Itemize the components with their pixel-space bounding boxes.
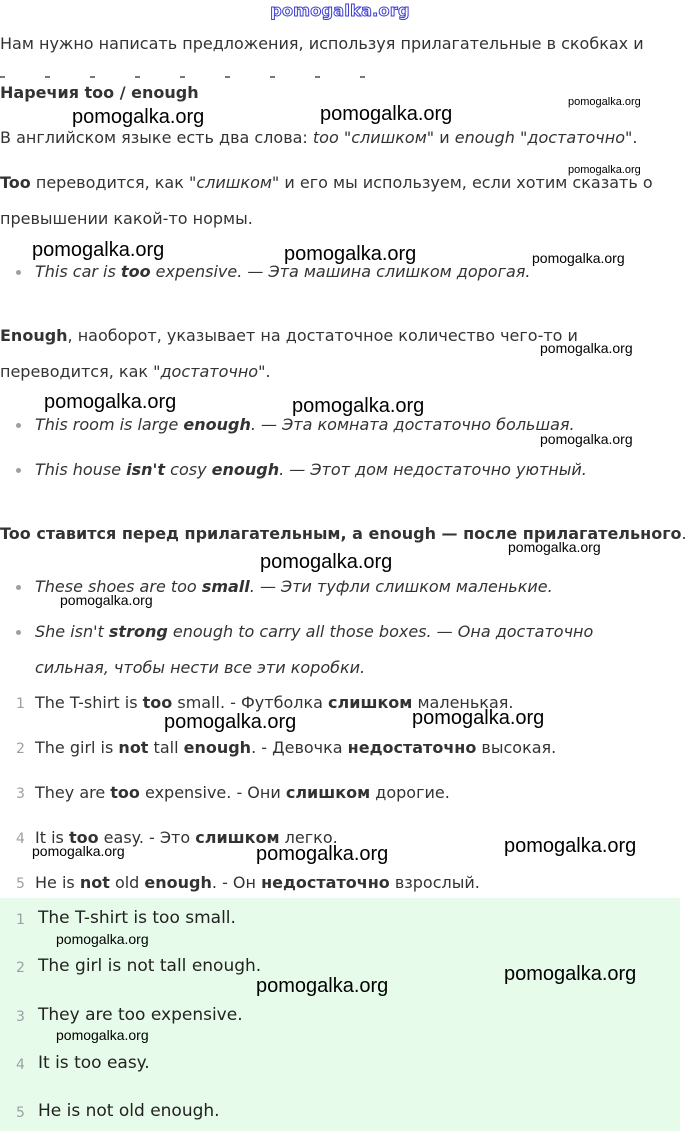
answer-item: They are too expensive.: [38, 1005, 243, 1025]
answer-number: 1: [16, 912, 25, 928]
cut-off-line: [0, 63, 410, 73]
answer-number: 4: [16, 1057, 25, 1073]
example-car: This car is too expensive. — Эта машина слишком дорогая.: [35, 262, 531, 281]
watermark: pomogalka.org: [256, 975, 389, 997]
section-heading: Наречия too / enough: [0, 83, 199, 102]
watermark: pomogalka.org: [320, 103, 453, 125]
watermark: pomogalka.org: [164, 711, 297, 733]
example-shoes: These shoes are too small. — Эти туфли слишком маленькие.: [35, 577, 553, 596]
list-item: The T-shirt is too small. - Футболка слишком маленькая.: [35, 693, 514, 712]
watermark: pomogalka.org: [292, 395, 425, 417]
example-house: This house isn't cosy enough. — Этот дом недостаточно уютный.: [35, 460, 587, 479]
bullet-dot: [16, 585, 21, 590]
watermark: pomogalka.org: [504, 963, 637, 985]
watermark: pomogalka.org: [32, 239, 165, 261]
answer-item: The girl is not tall enough.: [38, 956, 262, 976]
paragraph-too-line2: превышении какой-то нормы.: [0, 209, 253, 228]
answer-number: 3: [16, 1009, 25, 1025]
watermark: pomogalka.org: [540, 340, 633, 356]
bullet-dot: [16, 468, 21, 473]
list-number: 2: [16, 741, 25, 757]
watermark: pomogalka.org: [568, 164, 641, 176]
list-number: 1: [16, 696, 25, 712]
example-boxes-line2: сильная, чтобы нести все эти коробки.: [35, 658, 366, 677]
bullet-dot: [16, 630, 21, 635]
answer-item: He is not old enough.: [38, 1101, 220, 1121]
list-item: He is not old enough. - Он недостаточно взрослый.: [35, 873, 480, 892]
intro-text: Нам нужно написать предложения, используя прилагательные в скобках и: [0, 34, 644, 53]
list-number: 5: [16, 876, 25, 892]
watermark: pomogalka.org: [260, 551, 393, 573]
example-boxes-line1: She isn't strong enough to carry all those boxes. — Она достаточно: [35, 622, 594, 641]
bullet-dot: [16, 423, 21, 428]
paragraph-two-words: В английском языке есть два слова: too "слишком" и enough "достаточно".: [0, 128, 638, 147]
answer-item: It is too easy.: [38, 1053, 150, 1073]
bullet-dot: [16, 270, 21, 275]
list-item: They are too expensive. - Они слишком дорогие.: [35, 783, 450, 802]
watermark: pomogalka.org: [56, 931, 149, 947]
watermark: pomogalka.org: [412, 707, 545, 729]
watermark: pomogalka.org: [508, 539, 601, 555]
paragraph-too-line1: Too переводится, как "слишком" и его мы используем, если хотим сказать о: [0, 173, 653, 192]
watermark: pomogalka.org: [44, 391, 177, 413]
rule-text: Too ставится перед прилагательным, а enough — после прилагательного.: [0, 524, 687, 543]
list-number: 3: [16, 786, 25, 802]
watermark: pomogalka.org: [284, 243, 417, 265]
paragraph-enough-line1: Enough, наоборот, указывает на достаточное количество чего-то и: [0, 326, 578, 345]
paragraph-enough-line2: переводится, как "достаточно".: [0, 362, 271, 381]
site-logo: pomogalka.org: [270, 1, 410, 20]
watermark: pomogalka.org: [540, 431, 633, 447]
list-number: 4: [16, 831, 25, 847]
answer-number: 5: [16, 1105, 25, 1121]
watermark: pomogalka.org: [256, 843, 389, 865]
list-item: It is too easy. - Это слишком легко.: [35, 828, 338, 847]
watermark: pomogalka.org: [56, 1027, 149, 1043]
example-room: This room is large enough. — Эта комната достаточно большая.: [35, 415, 575, 434]
watermark: pomogalka.org: [568, 96, 641, 108]
watermark: pomogalka.org: [504, 835, 637, 857]
answer-number: 2: [16, 960, 25, 976]
watermark: pomogalka.org: [532, 250, 625, 266]
watermark: pomogalka.org: [60, 592, 153, 608]
answer-item: The T-shirt is too small.: [38, 908, 236, 928]
list-item: The girl is not tall enough. - Девочка недостаточно высокая.: [35, 738, 557, 757]
watermark: pomogalka.org: [32, 843, 125, 859]
watermark: pomogalka.org: [72, 106, 205, 128]
